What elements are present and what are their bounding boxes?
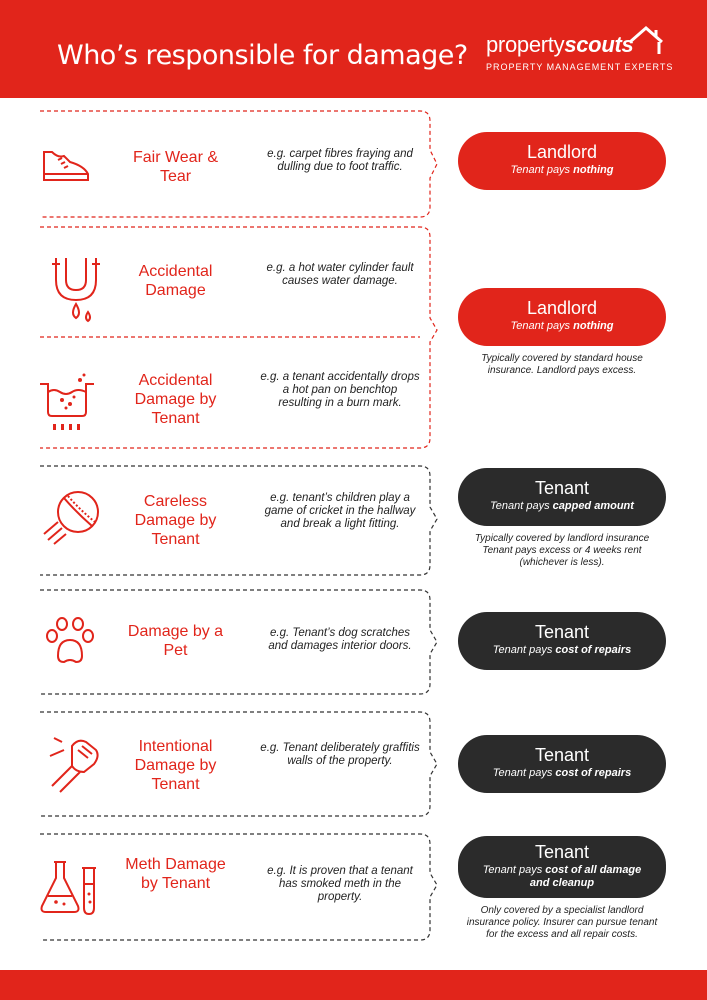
outcome-note: Typically covered by landlord insurance Tenant pays excess or 4 weeks rent (whichever is less).	[474, 533, 650, 568]
row-label: Damage by a Pet	[127, 623, 224, 659]
outcome-note: Typically covered by standard house insurance. Landlord pays excess.	[481, 353, 643, 376]
paw-icon	[44, 616, 96, 666]
outcome-pays: Tenant pays cost of repairs	[492, 767, 632, 779]
leaking-pipe-icon	[50, 254, 106, 326]
outcome-pill-tenant	[458, 735, 666, 793]
outcome-pill-landlord	[458, 132, 666, 190]
outcome-who: Landlord	[526, 298, 598, 318]
page-title: Who’s responsible for damage?	[57, 40, 468, 71]
outcome-who: Tenant	[534, 842, 590, 862]
outcome-pays: Tenant pays nothing	[510, 164, 614, 176]
row-example: e.g. It is proven that a tenant has smoked meth in the property.	[267, 865, 413, 903]
row-label: Intentional Damage by Tenant	[134, 738, 217, 793]
row-example: e.g. a hot water cylinder fault causes water damage.	[266, 262, 414, 287]
row-label: Accidental Damage	[138, 263, 213, 299]
logo-wordmark: propertyscouts	[486, 32, 634, 57]
outcome-who: Tenant	[534, 745, 590, 765]
row-example: e.g. Tenant deliberately graffitis walls of the property.	[260, 742, 420, 767]
shoe-icon	[40, 146, 92, 188]
row-example: e.g. Tenant’s dog scratches and damages interior doors.	[268, 627, 412, 652]
lab-flask-icon	[40, 858, 100, 916]
outcome-pill-landlord	[458, 288, 666, 346]
outcome-who: Tenant	[534, 478, 590, 498]
row-example: e.g. tenant’s children play a game of cricket in the hallway and break a light fitting.	[264, 492, 416, 530]
row-example: e.g. a tenant accidentally drops a hot pan on benchtop resulting in a burn mark.	[260, 371, 420, 409]
outcome-note: Only covered by a specialist landlord insurance policy. Insurer can pursue tenant for the excess and all repair costs.	[466, 905, 658, 940]
outcome-pill-tenant	[458, 612, 666, 670]
row-label: Accidental Damage by Tenant	[134, 372, 217, 427]
outcome-pays: Tenant pays cost of repairs	[492, 644, 632, 656]
row-label: Careless Damage by Tenant	[134, 493, 217, 548]
outcome-pill-tenant	[458, 836, 666, 898]
row-label: Fair Wear & Tear	[132, 149, 219, 185]
cricket-ball-icon	[40, 488, 104, 546]
outcome-who: Tenant	[534, 622, 590, 642]
outcome-who: Landlord	[526, 142, 598, 162]
row-example: e.g. carpet fibres fraying and dulling due to foot traffic.	[267, 148, 413, 173]
outcome-pill-tenant	[458, 468, 666, 526]
boiling-pot-icon	[40, 372, 94, 432]
row-label: Meth Damage by Tenant	[125, 856, 226, 892]
outcome-pays: Tenant pays cost of all damage and cleanup	[482, 864, 642, 889]
fist-icon	[44, 736, 102, 796]
outcome-pays: Tenant pays nothing	[510, 320, 614, 332]
logo-tagline: PROPERTY MANAGEMENT EXPERTS	[486, 62, 674, 72]
outcome-pays: Tenant pays capped amount	[490, 500, 634, 512]
footer-bar	[0, 970, 707, 1000]
